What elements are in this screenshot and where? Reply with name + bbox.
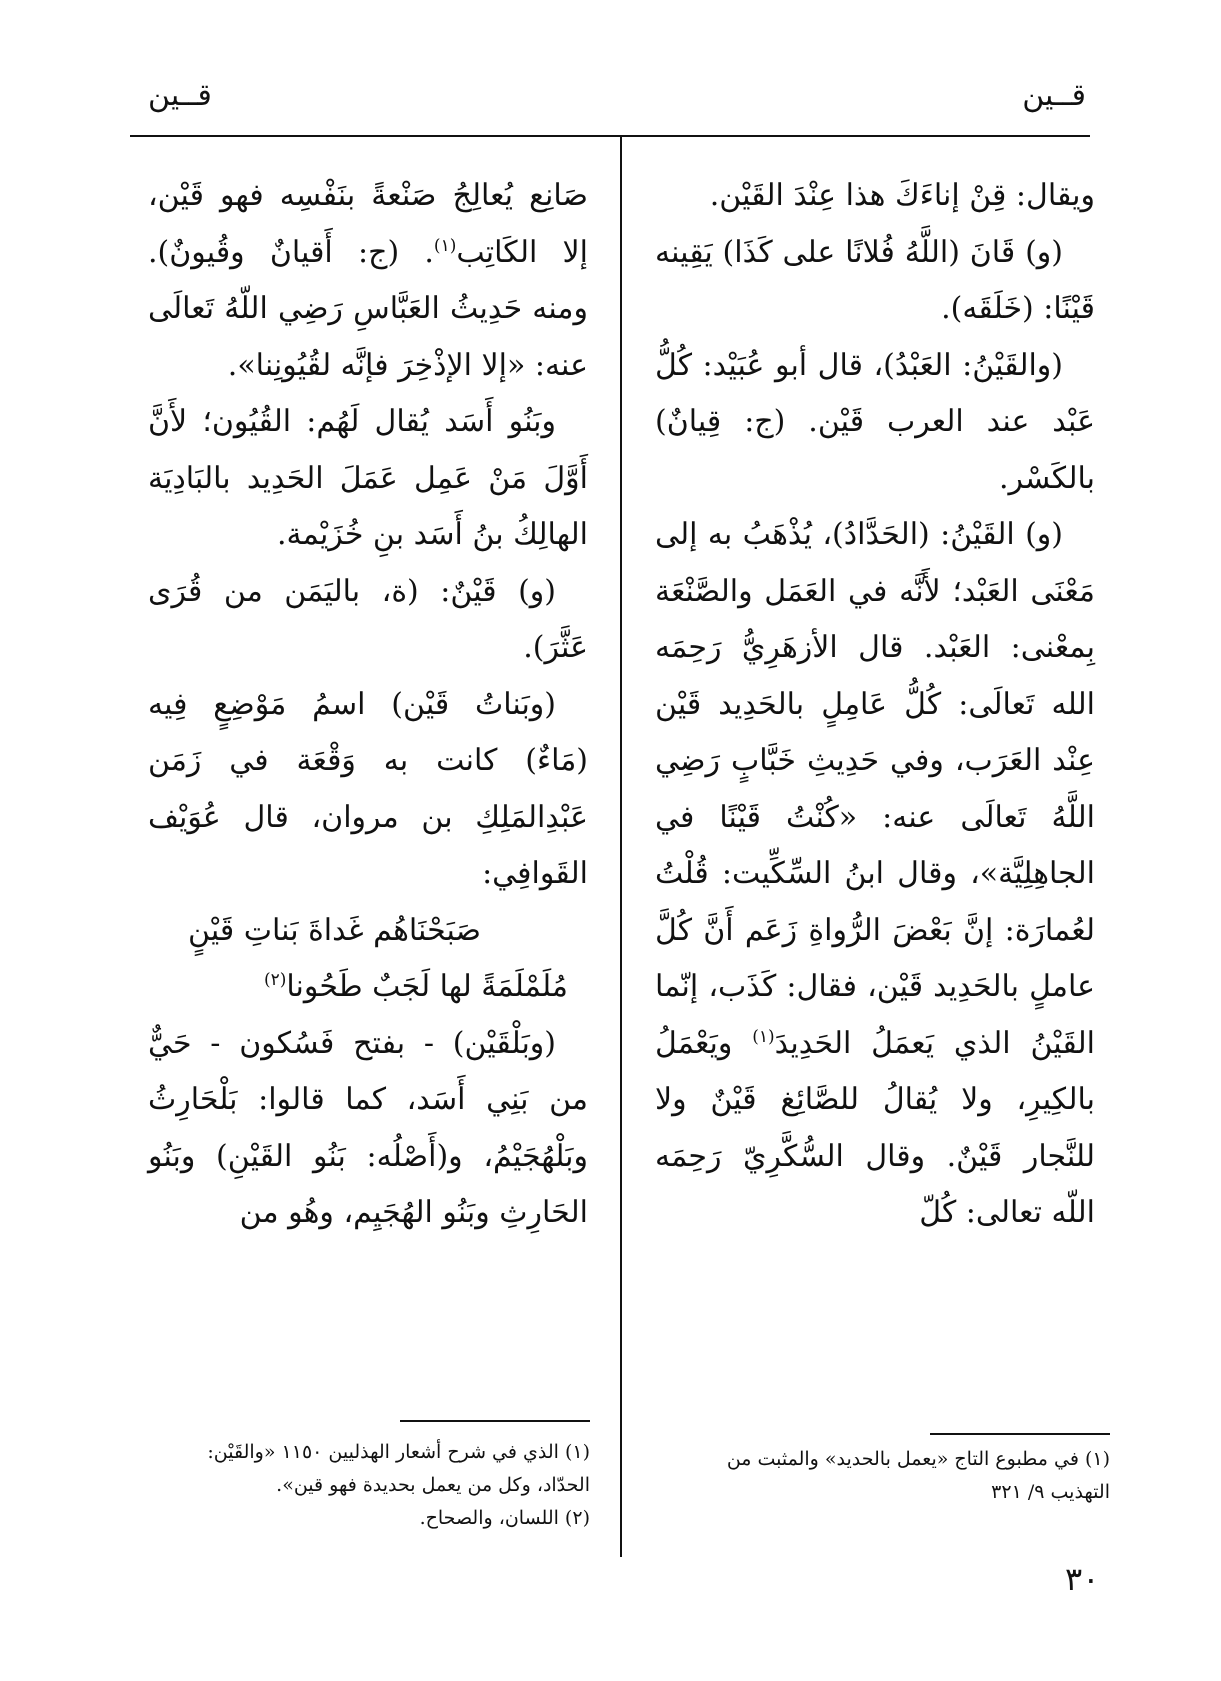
left-column — [148, 168, 588, 1242]
paragraph: (وبَلْقَيْن) - بفتح فَسُكون - حَيٌّ من بَنِي أَسَد، كما قالوا: بَلْحَارِثُ وبَلْهُجَيْمُ، و(أَصْلُه: بَنُو القَيْنِ) وبَنُو الحَارِثِ وبَنُو الهُجَيِم، وهُو من — [148, 1025, 588, 1230]
paragraph: (وبَناتُ قَيْن) اسمُ مَوْضِعٍ فِيه (مَاءٌ) كانت به وَقْعَة في زَمَن عَبْدِالمَلِكِ بن مروان، قال عُوَيْف القَوافِي: — [148, 686, 588, 891]
paragraph-text: . (ج: أَقيانٌ وقُيونٌ). ومنه حَدِيثُ العَبَّاسِ رَضِي اللّهُ تَعالَى عنه: «إلا الإذْخِرَ فإنَّه لقُيُونِنا». — [148, 234, 588, 383]
paragraph — [655, 507, 1095, 1242]
footnote-ref: (١) — [433, 235, 457, 256]
poetry-verse — [148, 903, 588, 1016]
verse-hemistich-2 — [148, 959, 588, 1016]
paragraph — [148, 168, 588, 394]
footnote-ref: (١) — [752, 1026, 775, 1047]
paragraph: (و) قَيْنٌ: (ة، باليَمَن من قُرَى عَثَّرَ). — [148, 573, 588, 665]
running-header-right: قــين — [1022, 78, 1086, 113]
running-header-left: قــين — [148, 78, 212, 113]
right-column — [655, 168, 1095, 1242]
paragraph-text: ويَعْمَلُ بالكِيرِ، ولا يُقالُ للصَّائِغ قَيْنٌ ولا للنَّجار قَيْنٌ. وقال السُّكَّرِيّ رَحِمَه اللّه تعالى: كُلّ — [655, 1025, 1095, 1230]
paragraph: (و) قَانَ (اللَّهُ فُلانًا على كَذَا) يَقِينه قَيْنًا: (خَلَقَه). — [655, 234, 1095, 326]
paragraph: وبَنُو أَسَد يُقال لَهُم: القُيُون؛ لأَنَّ أَوَّلَ مَنْ عَمِل عَمَلَ الحَدِيد بالبَادِيَة الهالِكُ بنُ أَسَد بنِ خُزَيْمة. — [148, 404, 588, 552]
verse-hemistich-1: صَبَحْنَاهُم غَداةَ بَناتِ قَيْنٍ — [188, 912, 481, 948]
footnote: (٢) اللسان، والصحاح. — [419, 1507, 590, 1529]
footnote-rule-right — [930, 1433, 1110, 1435]
footnotes-left — [160, 1436, 590, 1535]
paragraph-text: صَانِع يُعالِجُ صَنْعةً بنَفْسِه فهو قَيْن، إلا الكَاتِب — [148, 178, 588, 270]
paragraph-text: (و) القَيْنُ: (الحَدَّادُ)، يُذْهَبُ به إلى مَعْنَى العَبْد؛ لأَنَّه في العَمَل والصَّنْعَة بِمعْنى: العَبْد. قال الأزهَرِيُّ رَحِمَه الله تَعالَى: كُلُّ عَامِلٍ بالحَدِيد قَيْن عِنْد العَرَب، وفي حَدِيثِ خَبَّابٍ رَضِي اللَّهُ تَعالَى عنه: «كُنْتُ قَيْنًا في الجاهِلِيَّة»، وقال ابنُ السِّكِّيت: قُلْتُ لعُمارَة: إنَّ بَعْضَ الرُّواةِ زَعَم أَنَّ كُلَّ عاملٍ بالحَدِيد قَيْن، فقال: كَذَب، إنّما القَيْنُ الذي يَعمَلُ الحَدِيدَ — [655, 517, 1095, 1061]
footnotes-right — [680, 1443, 1110, 1509]
footnote-rule-left — [400, 1420, 590, 1422]
page-number: ٣٠ — [1065, 1560, 1100, 1598]
header-rule — [130, 135, 1090, 137]
verse-text: مُلَمْلَمَةً لها لَجَبٌ طَحُونا — [286, 969, 568, 1004]
column-divider — [620, 137, 622, 1557]
footnote-ref: (٢) — [263, 970, 287, 990]
paragraph: ويقال: قِنْ إناءَكَ هذا عِنْدَ القَيْن. — [709, 178, 1095, 213]
footnote: (١) الذي في شرح أشعار الهذليين ١١٥٠ «والقَيْن: الحدّاد، وكل من يعمل بحديدة فهو قين». — [207, 1441, 590, 1496]
footnote: (١) في مطبوع التاج «يعمل بالحديد» والمثبت من التهذيب ٩/ ٣٢١ — [726, 1448, 1110, 1503]
paragraph: (والقَيْنُ: العَبْدُ)، قال أبو عُبَيْد: كُلُّ عَبْد عند العرب قَيْن. (ج: قِيانٌ) بالكَسْر. — [655, 347, 1095, 496]
